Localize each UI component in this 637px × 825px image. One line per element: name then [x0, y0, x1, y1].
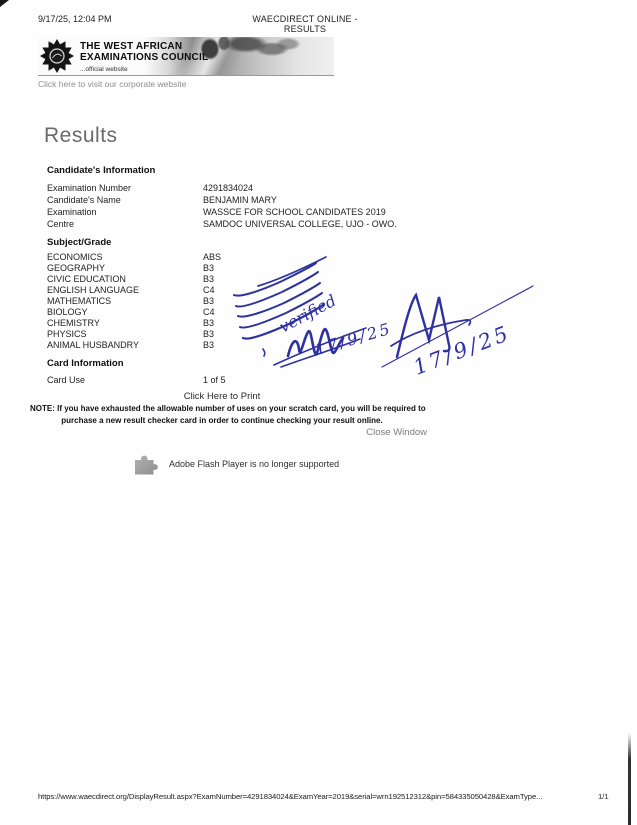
corporate-website-link[interactable]: Click here to visit our corporate website	[38, 79, 187, 89]
subject-grade: B3	[203, 263, 215, 273]
subject-grade: B3	[203, 296, 215, 306]
field-value: SAMDOC UNIVERSAL COLLEGE, UJO - OWO.	[203, 219, 397, 229]
card-info-table	[47, 374, 430, 386]
subject-grade-heading: Subject/Grade	[47, 237, 112, 248]
field-label: Centre	[47, 219, 75, 229]
info-row-exam-number	[47, 182, 430, 194]
field-value: 4291834024	[203, 183, 254, 193]
info-row-card-use	[47, 374, 430, 386]
field-value: 1 of 5	[203, 375, 226, 385]
subject-name: ECONOMICS	[47, 252, 103, 262]
scan-corner-artifact	[0, 0, 9, 7]
note-text	[30, 403, 426, 426]
waec-logo-starburst-icon	[40, 39, 74, 73]
org-name-line1: THE WEST AFRICAN	[80, 41, 183, 52]
org-name-block	[80, 41, 208, 75]
subject-row	[47, 252, 430, 263]
print-footer-page-number: 1/1	[598, 792, 609, 801]
subject-row	[47, 340, 430, 351]
handwritten-date-right: 17/9/25	[410, 320, 514, 380]
org-tagline: ...official website	[80, 66, 128, 73]
puzzle-piece-icon	[132, 450, 158, 477]
field-value: BENJAMIN MARY	[203, 195, 277, 205]
page-title: Results	[44, 124, 118, 147]
subject-grade: ABS	[203, 252, 222, 262]
subject-name: CIVIC EDUCATION	[47, 274, 126, 284]
waec-banner	[38, 37, 334, 76]
info-row-centre	[47, 218, 430, 230]
subject-name: PHYSICS	[47, 329, 87, 339]
field-label: Examination	[47, 207, 97, 217]
subject-grade: B3	[203, 274, 215, 284]
flash-notice-text: Adobe Flash Player is no longer supported	[169, 458, 340, 469]
field-value: WASSCE FOR SCHOOL CANDIDATES 2019	[203, 207, 386, 217]
subject-grade: B3	[203, 340, 215, 350]
subject-row	[47, 263, 430, 274]
print-footer-url: https://www.waecdirect.org/DisplayResult.aspx?ExamNumber=4291834024&ExamYear=2019&serial=wrn192512312&pin=584335050428&ExamType...	[38, 792, 543, 801]
info-row-candidate-name	[47, 194, 430, 206]
note-line: NOTE: If you have exhausted the allowable number of uses on your scratch card, you will be required to	[30, 404, 426, 413]
candidate-info-heading: Candidate's Information	[47, 165, 156, 176]
card-info-heading: Card Information	[47, 358, 124, 369]
subject-grade: C4	[203, 285, 215, 295]
subject-row	[47, 274, 430, 285]
subject-name: GEOGRAPHY	[47, 263, 106, 273]
note-line: purchase a new result checker card in order to continue checking your result online.	[61, 415, 383, 425]
click-here-to-print-link[interactable]: Click Here to Print	[183, 391, 261, 402]
subject-name: BIOLOGY	[47, 307, 88, 317]
subject-row	[47, 329, 430, 340]
print-header-title: WAECDIRECT ONLINE - RESULTS	[252, 14, 358, 34]
close-window-link[interactable]: Close Window	[366, 427, 427, 438]
handwritten-date-left: 17/9/25	[312, 318, 395, 359]
subject-name: ENGLISH LANGUAGE	[47, 285, 140, 295]
subject-grade: B3	[203, 329, 215, 339]
field-label: Card Use	[47, 375, 86, 385]
subject-name: ANIMAL HUSBANDRY	[47, 340, 140, 350]
field-label: Examination Number	[47, 183, 132, 193]
org-name-line2: EXAMINATIONS COUNCIL	[80, 52, 209, 63]
subject-grade-table	[47, 252, 430, 351]
field-label: Candidate's Name	[47, 195, 121, 205]
subject-row	[47, 296, 430, 307]
subject-name: MATHEMATICS	[47, 296, 112, 306]
scan-edge-artifact	[628, 733, 631, 825]
subject-row	[47, 307, 430, 318]
handwritten-verified-text: verified	[275, 290, 340, 337]
info-row-examination	[47, 206, 430, 218]
print-timestamp: 9/17/25, 12:04 PM	[38, 14, 112, 24]
subject-grade: C4	[203, 307, 215, 317]
subject-grade: B3	[203, 318, 215, 328]
subject-row	[47, 318, 430, 329]
subject-name: CHEMISTRY	[47, 318, 100, 328]
candidate-info-table	[47, 182, 430, 230]
subject-row	[47, 285, 430, 296]
flash-player-notice	[132, 450, 339, 477]
